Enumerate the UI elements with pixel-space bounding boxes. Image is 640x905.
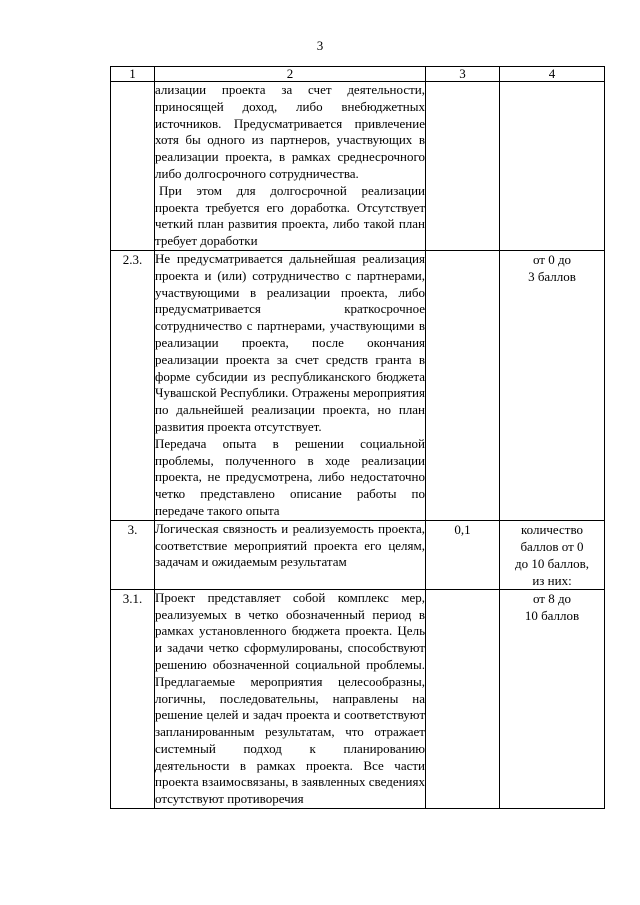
header-col-3: 3 [426,67,500,82]
row-description [155,589,426,808]
header-col-1: 1 [111,67,155,82]
row-weight [426,250,500,520]
table-row [111,82,605,251]
table-header-row [111,67,605,82]
score-line: баллов от 0 [520,538,584,554]
score-line: количество [520,521,584,537]
row-score [500,250,605,520]
row-number [111,82,155,251]
description-paragraph: Не предусматривается дальнейшая реализация проекта и (или) сотрудничество с партнерами, участвующими в реализации проекта, либо предусматривается краткосрочное сотрудничество с партнерами, участвующими в реализации проекта, после окончания реализации проекта за счет средств гранта в форме субсидии из республиканского бюджета Чувашской Республики. Отражены мероприятия по дальнейшей реализации проекта, но план развития проекта отсутствует. [155,250,425,434]
row-description [155,250,426,520]
description-paragraph: ализации проекта за счет деятельности, приносящей доход, либо внебюджетных источников. Предусматривается привлечение хотя бы одного из партнеров, участвующих в реализации проекта, в рамках среднесрочного либо долгосрочного сотрудничества. [155,82,425,181]
description-paragraph: Проект представляет собой комплекс мер, реализуемых в четко обозначенный период в рамках установленного бюджета проекта. Цель и задачи четко сформулированы, способствуют решению обозначенной социальной проблемы. Предлагаемые мероприятия целесообразны, логичны, последовательны, направлены на решение целей и задач проекта и соответствуют запланированным результатам, что отражает системный подход к планированию деятельности в рамках проекта. Все части проекта взаимосвязаны, в заявленных сведениях отсутствуют противоречия [155,589,425,807]
row-score [500,520,605,589]
table-row [111,589,605,808]
header-col-2: 2 [155,67,426,82]
row-score [500,589,605,808]
score-line: от 8 до [532,590,572,606]
table-row [111,520,605,589]
row-number: 2.3. [111,250,155,520]
table-row [111,250,605,520]
row-score [500,82,605,251]
row-description [155,520,426,589]
description-paragraph: При этом для долгосрочной реализации проекта требуется его доработка. Отсутствует четкий план развития проекта, либо такой план требует доработки [155,182,425,249]
header-col-4: 4 [500,67,605,82]
description-paragraph: Передача опыта в решении социальной проблемы, полученного в ходе реализации проекта, не предусмотрена, либо недостаточно четко представлено описание работы по передаче такого опыта [155,435,425,518]
score-line: от 0 до [532,251,572,267]
score-line: 10 баллов [524,607,580,623]
row-description [155,82,426,251]
row-number: 3. [111,520,155,589]
criteria-table [110,66,605,809]
row-weight [426,589,500,808]
row-number: 3.1. [111,589,155,808]
page-number: 3 [316,38,324,53]
row-weight: 0,1 [426,520,500,589]
score-line: 3 баллов [528,268,576,284]
score-line: из них: [532,572,572,588]
row-weight [426,82,500,251]
description-paragraph: Логическая связность и реализуемость проекта, соответствие мероприятий проекта его целям, задачам и ожидаемым результатам [155,520,425,570]
score-line: до 10 баллов, [515,555,589,571]
